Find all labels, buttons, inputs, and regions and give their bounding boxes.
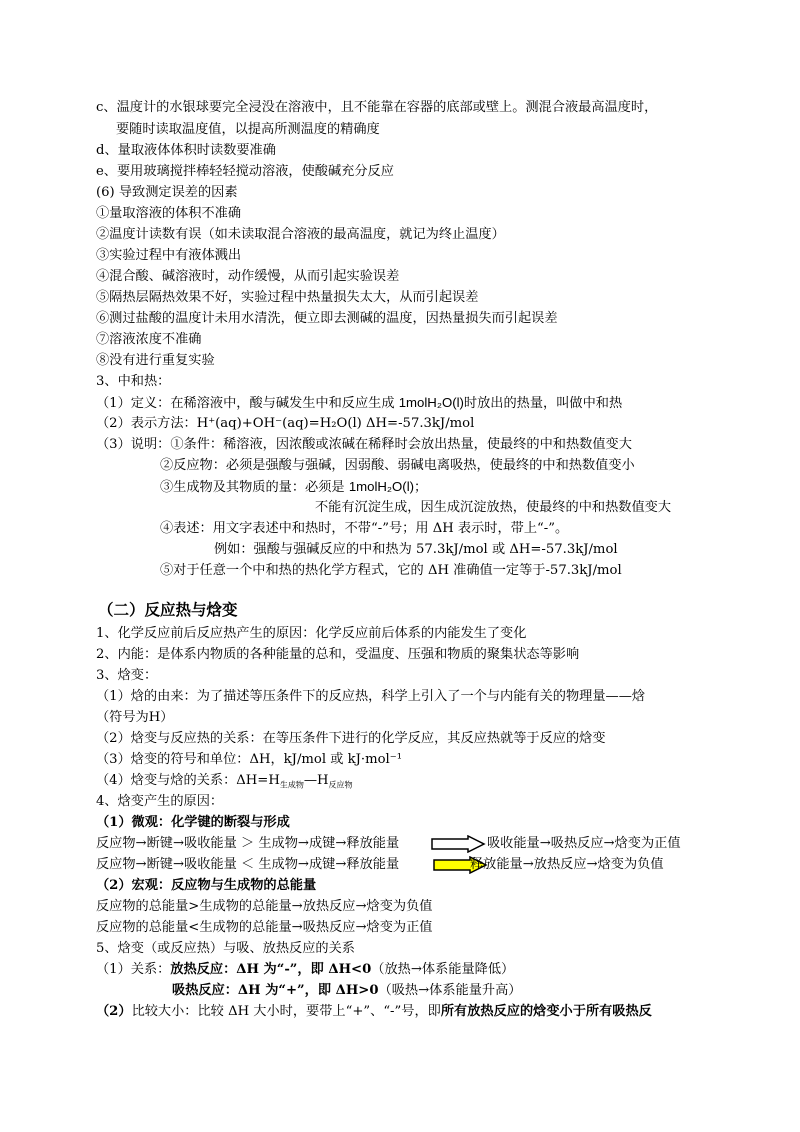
text-line: （2）宏观：反应物与生成物的总能量 <box>96 878 317 893</box>
text-line: ⑥测过盐酸的温度计未用水清洗，便立即去测碱的温度，因热量损失而引起误差 <box>96 311 558 326</box>
section-heading: （二）反应热与焓变 <box>98 600 238 619</box>
text-line: （1）焓的由来：为了描述等压条件下的反应热，科学上引入了一个与内能有关的物理量——焓 <box>96 689 646 704</box>
text-line: 例如：强酸与强碱反应的中和热为 57.3kJ/mol 或 ΔH=-57.3kJ/mol <box>214 542 618 557</box>
text-line: 4、焓变产生的原因： <box>96 794 224 809</box>
text-line: ⑦溶液浓度不准确 <box>96 332 202 347</box>
text-line: 反应物的总能量>生成物的总能量→放热反应→焓变为负值 <box>96 899 433 914</box>
text-line: （2）焓变与反应热的关系：在等压条件下进行的化学反应，其反应热就等于反应的焓变 <box>96 731 606 746</box>
text-line: 释放能量→放热反应→焓变为负值 <box>470 857 664 872</box>
text-line: (6) 导致测定误差的因素 <box>96 185 238 200</box>
text-line: ③实验过程中有液体溅出 <box>96 248 242 263</box>
text-line: ④混合酸、碱溶液时，动作缓慢，从而引起实验误差 <box>96 269 400 284</box>
text-line: 反应物→断键→吸收能量 ＜ 生成物→成键→释放能量 <box>96 857 400 872</box>
text-line: （1）定义：在稀溶液中，酸与碱发生中和反应生成 1molH₂O(l)时放出的热量，叫做中和热 <box>96 395 623 411</box>
text-line: 3、中和热： <box>96 374 171 389</box>
text-line: （1）关系：放热反应：ΔH 为“-”，即 ΔH<0（放热→体系能量降低） <box>96 962 515 977</box>
text-line: ②温度计读数有误（如未读取混合溶液的最高温度，就记为终止温度） <box>96 227 505 242</box>
text-line: e、要用玻璃搅拌棒轻轻搅动溶液，使酸碱充分反应 <box>96 164 394 179</box>
text-line: （3）焓变的符号和单位：ΔH，kJ/mol 或 kJ·mol⁻¹ <box>96 752 402 767</box>
text-line: ②反应物：必须是强酸与强碱，因弱酸、弱碱电离吸热，使最终的中和热数值变小 <box>160 458 635 473</box>
text-line: 5、焓变（或反应热）与吸、放热反应的关系 <box>96 941 355 956</box>
text-line: ⑤隔热层隔热效果不好，实验过程中热量损失太大，从而引起误差 <box>96 290 479 305</box>
text-line: 不能有沉淀生成，因生成沉淀放热，使最终的中和热数值变大 <box>315 500 672 515</box>
text-line: 吸热反应：ΔH 为“+”，即 ΔH>0（吸热→体系能量升高） <box>172 983 522 998</box>
text-line: 反应物的总能量<生成物的总能量→吸热反应→焓变为正值 <box>96 920 433 935</box>
text-line: （4）焓变与焓的关系：$\Delta H=H_{生成物}—H_{反应物}$ <box>96 773 353 790</box>
text-line: ③生成物及其物质的量：必须是 1molH₂O(l)； <box>160 479 428 495</box>
text-line: ④表述：用文字表述中和热时，不带“-”号；用 ΔH 表示时，带上“-”。 <box>160 521 569 536</box>
text-line: ①量取溶液的体积不准确 <box>96 206 242 221</box>
text-line: 1、化学反应前后反应热产生的原因：化学反应前后体系的内能发生了变化 <box>96 626 527 641</box>
text-line: 2、内能：是体系内物质的各种能量的总和，受温度、压强和物质的聚集状态等影响 <box>96 647 580 662</box>
text-line: 3、焓变： <box>96 668 158 683</box>
text-line: d、量取液体体积时读数要准确 <box>96 143 276 158</box>
text-line: （符号为H） <box>96 710 174 725</box>
text-line: c、温度计的水银球要完全浸没在溶液中，且不能靠在容器的底部或壁上。测混合液最高温度时， <box>96 100 658 115</box>
hollow-arrow-icon <box>430 835 486 853</box>
text-line: 要随时读取温度值，以提高所测温度的精确度 <box>116 122 380 137</box>
text-line: （3）说明：①条件：稀溶液，因浓酸或浓碱在稀释时会放出热量，使最终的中和热数值变大 <box>96 437 632 452</box>
text-line: 吸收能量→吸热反应→焓变为正值 <box>487 836 681 851</box>
text-line: ⑤对于任意一个中和热的热化学方程式，它的 ΔH 准确值一定等于-57.3kJ/mol <box>160 563 622 578</box>
text-line: ⑧没有进行重复实验 <box>96 353 215 368</box>
text-line: 反应物→断键→吸收能量 ＞ 生成物→成键→释放能量 <box>96 836 400 851</box>
text-line: （2）比较大小：比较 ΔH 大小时，要带上“+”、“-”号，即所有放热反应的焓变小于所有吸热反 <box>96 1004 652 1019</box>
text-line: （1）微观：化学键的断裂与形成 <box>96 815 290 830</box>
text-line: （2）表示方法：H⁺(aq)+OH⁻(aq)=H₂O(l) ΔH=-57.3kJ/mol <box>96 416 475 431</box>
